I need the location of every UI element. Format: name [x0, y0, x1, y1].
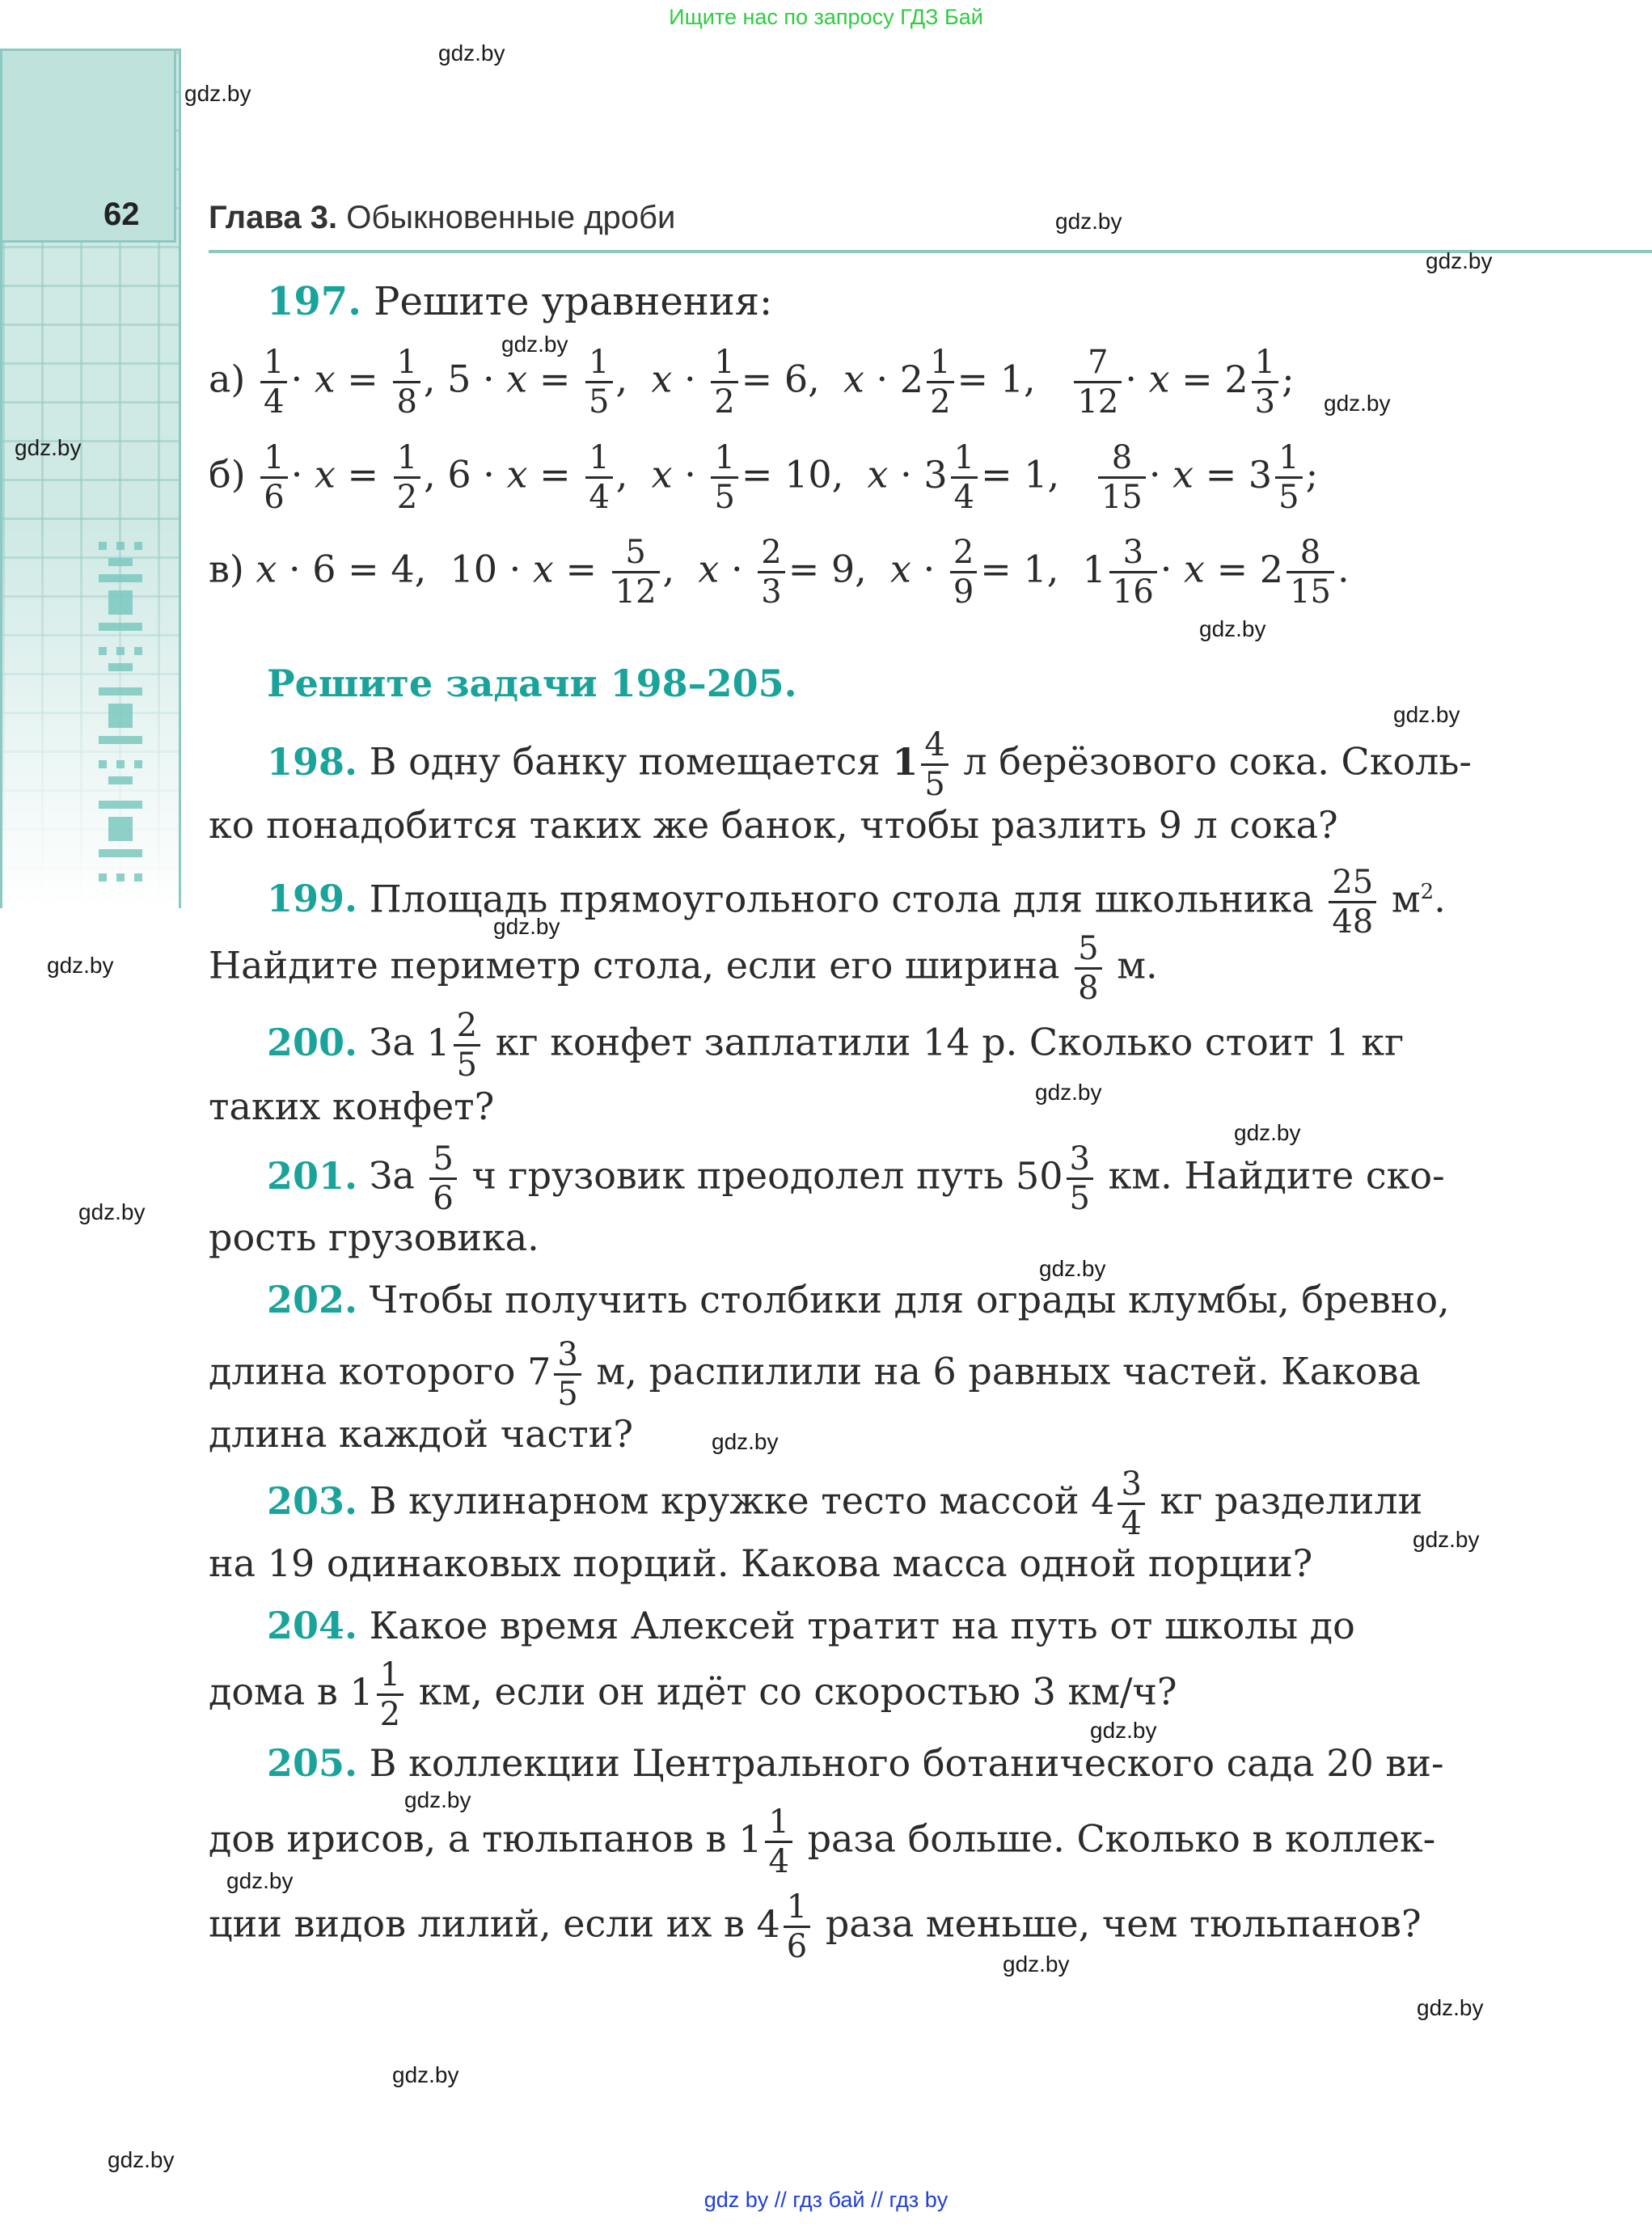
watermark: gdz.by: [78, 1199, 146, 1224]
watermark: gdz.by: [108, 2147, 175, 2172]
watermark: gdz.by: [392, 2062, 459, 2087]
watermark: gdz.by: [1234, 1120, 1301, 1145]
footer-links: gdz by // гдз бай // гдз by: [703, 2188, 949, 2212]
watermark: gdz.by: [1090, 1718, 1157, 1743]
task-197-title: 197. Решите уравнения:: [267, 279, 773, 324]
problem-201-cont: рость грузовика.: [209, 1216, 539, 1259]
side-strip-header: [0, 49, 176, 243]
problem-200-cont: таких конфет?: [209, 1085, 495, 1128]
watermark: gdz.by: [184, 81, 251, 106]
problem-203-cont: на 19 одинаковых порций. Какова масса одной порции?: [209, 1541, 1313, 1585]
equations-b: б) $\frac{1}{6}$ · x = $\frac{1}{2}$ , 6 · x = $\frac{1}{4}$ , x · $\frac{1}{5}$ = 10, x · 3 $\frac{1}{4}$ = 1, $\frac{8}{15}$ · x = 3 $\frac{1}{5}$ ;: [209, 439, 1319, 516]
problem-200: 200. За 1 $\frac{2}{5}$ кг конфет заплатили 14 р. Сколько стоит 1 кг: [267, 1007, 1405, 1084]
ornament-icon: [91, 534, 150, 906]
problem-199: 199. Площадь прямоугольного стола для школьника $\frac{25}{48}$ $м^2$.: [267, 863, 1446, 941]
watermark: gdz.by: [47, 953, 114, 978]
problem-202: 202. Чтобы получить столбики для ограды клумбы, бревно,: [267, 1278, 1450, 1321]
problem-198: 198. В одну банку помещается 1 $\frac{4}{5}$ л берёзового сока. Сколь-: [267, 726, 1472, 803]
watermark: gdz.by: [712, 1429, 779, 1454]
problem-205-cont: дов ирисов, а тюльпанов в 1 $\frac{1}{4}$ раза больше. Сколько в коллек-: [209, 1803, 1436, 1880]
watermark: gdz.by: [1426, 248, 1493, 273]
watermark: gdz.by: [501, 332, 568, 357]
problem-199-cont: Найдите периметр стола, если его ширина $\frac{5}{8}$ м.: [209, 930, 1158, 1007]
equations-a: а) $\frac{1}{4}$ · x = $\frac{1}{8}$ , 5 · x = $\frac{1}{5}$ , x · $\frac{1}{2}$ = 6, x · 2 $\frac{1}{2}$ = 1, $\frac{7}{12}$ · x = 2 $\frac{1}{3}$ ;: [209, 344, 1295, 421]
problem-205: 205. В коллекции Центрального ботанического сада 20 ви-: [267, 1741, 1444, 1785]
watermark: gdz.by: [1324, 391, 1391, 416]
page-number: 62: [104, 197, 140, 232]
problems-heading: Решите задачи 198–205.: [267, 662, 797, 705]
watermark: gdz.by: [1035, 1080, 1102, 1105]
watermark: gdz.by: [1393, 702, 1460, 727]
problem-203: 203. В кулинарном кружке тесто массой 4 $\frac{3}{4}$ кг разделили: [267, 1465, 1423, 1542]
watermark: gdz.by: [1039, 1256, 1106, 1281]
watermark: gdz.by: [15, 435, 82, 460]
problem-204-cont: дома в 1 $\frac{1}{2}$ км, если он идёт со скоростью 3 км/ч?: [209, 1656, 1177, 1733]
watermark: gdz.by: [1417, 1995, 1484, 2020]
problem-205-cont2: ции видов лилий, если их в 4 $\frac{1}{6}$ раза меньше, чем тюльпанов?: [209, 1888, 1422, 1965]
problem-198-cont: ко понадобится таких же банок, чтобы разлить 9 л сока?: [209, 803, 1338, 847]
equations-v: в) x · 6 = 4, 10 · x = $\frac{5}{12}$ , x · $\frac{2}{3}$ = 9, x · $\frac{2}{9}$ = 1, 1 $\frac{3}{16}$ · x = 2 $\frac{8}{15}$ .: [209, 534, 1350, 611]
top-banner: Ищите нас по запросу ГДЗ Бай: [669, 5, 983, 29]
problem-202-cont2: длина каждой части?: [209, 1412, 634, 1456]
watermark: gdz.by: [1199, 616, 1266, 641]
problem-201: 201. За $\frac{5}{6}$ ч грузовик преодолел путь 50 $\frac{3}{5}$ км. Найдите ско-: [267, 1140, 1445, 1217]
watermark: gdz.by: [493, 914, 560, 939]
watermark: gdz.by: [226, 1868, 294, 1893]
watermark: gdz.by: [1003, 1951, 1070, 1977]
watermark: gdz.by: [404, 1787, 471, 1812]
watermark: gdz.by: [438, 40, 505, 66]
chapter-title: Глава 3. Обыкновенные дроби: [209, 200, 676, 235]
watermark: gdz.by: [1413, 1527, 1480, 1552]
watermark: gdz.by: [1055, 209, 1122, 234]
problem-202-cont: длина которого 7 $\frac{3}{5}$ м, распилили на 6 равных частей. Какова: [209, 1336, 1421, 1413]
problem-204: 204. Какое время Алексей тратит на путь от школы до: [267, 1604, 1355, 1647]
